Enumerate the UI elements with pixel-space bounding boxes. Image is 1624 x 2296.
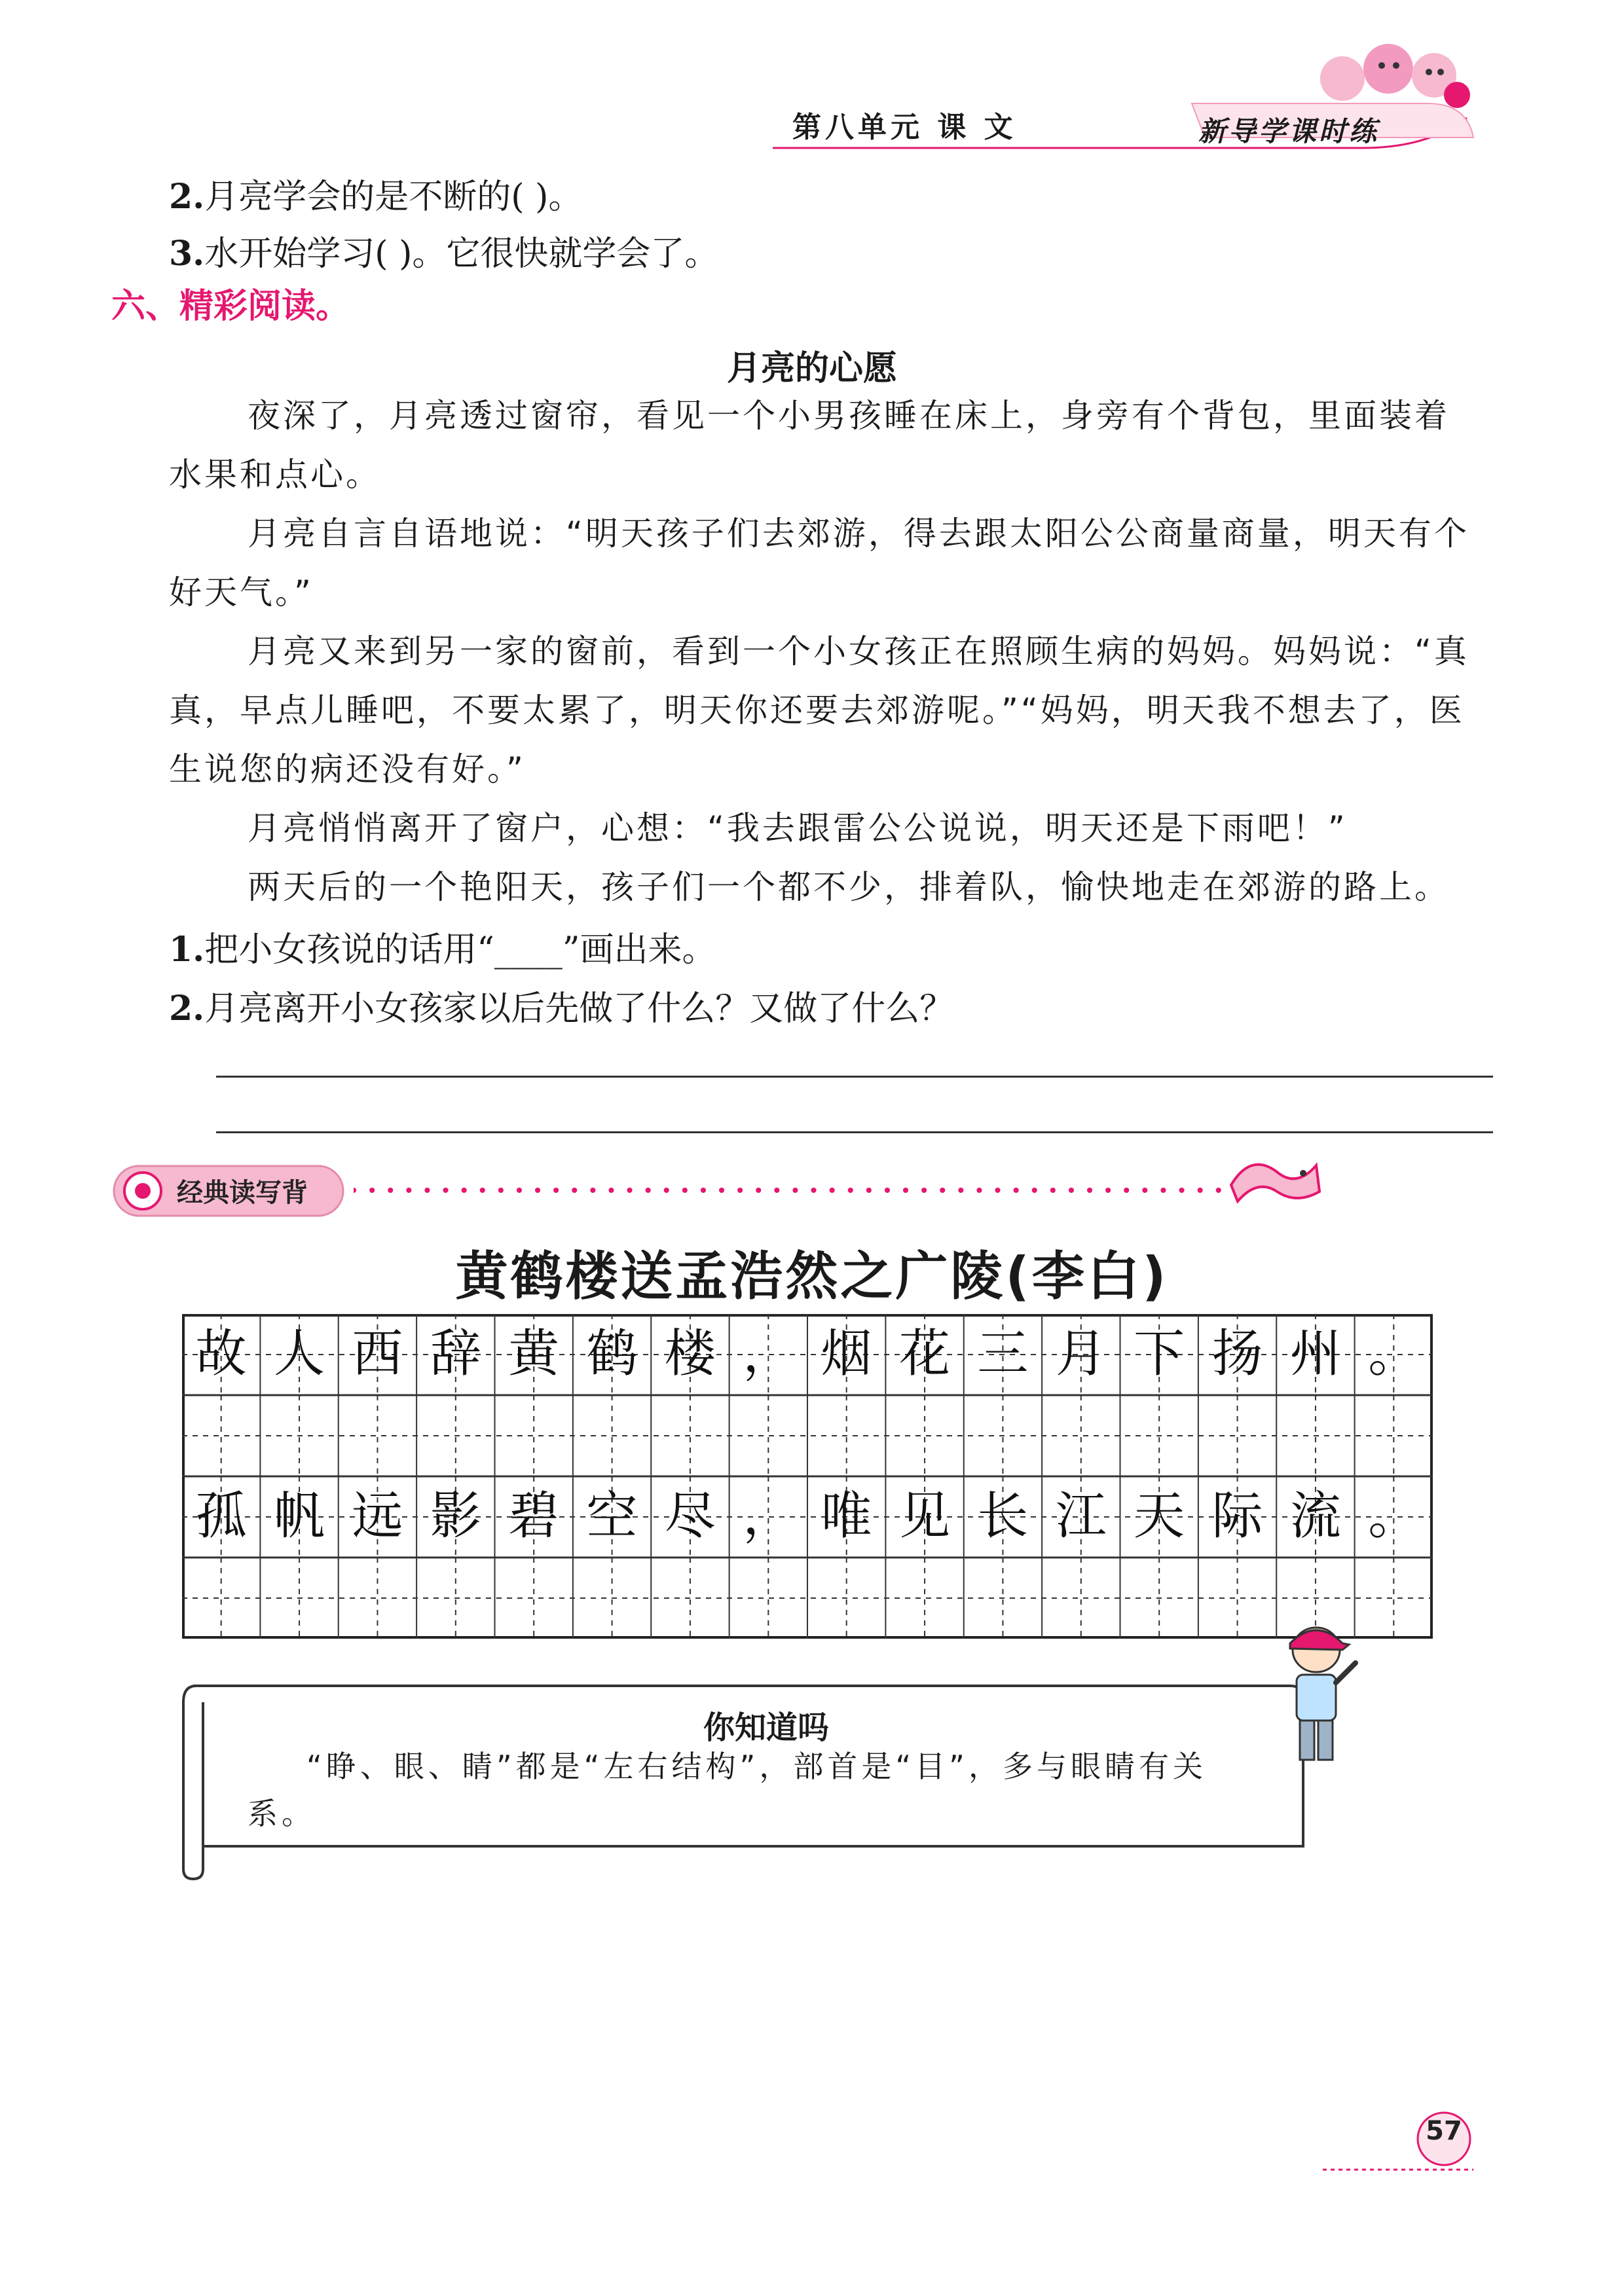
poem-character: 三 — [977, 1324, 1029, 1383]
poem-character: 花 — [899, 1324, 951, 1383]
question-number: 3. — [169, 234, 205, 274]
poem-character: 。 — [1368, 1486, 1420, 1546]
story-text — [169, 386, 1477, 917]
dotted-divider — [354, 1186, 1231, 1194]
poem-character: 际 — [1211, 1486, 1263, 1546]
poem-grid — [182, 1314, 1433, 1639]
boy-cartoon-icon — [1270, 1624, 1362, 1774]
poem-character: 扬 — [1211, 1324, 1263, 1383]
question-3-top — [169, 226, 718, 275]
story-question-1 — [169, 922, 716, 971]
poem-character: 月 — [1055, 1324, 1107, 1383]
poem-character: 西 — [352, 1324, 403, 1383]
answer-line[interactable] — [216, 1131, 1493, 1133]
poem-character: 远 — [352, 1486, 403, 1546]
poem-character: 唯 — [821, 1486, 872, 1546]
poem-character: 长 — [977, 1486, 1029, 1546]
story-paragraph: 两天后的一个艳阳天，孩子们一个都不少，排着队，愉快地走在郊游的路上。 — [248, 868, 1450, 906]
poem-character: 故 — [195, 1324, 247, 1383]
section-heading: 六、精彩阅读。 — [111, 286, 350, 326]
story-title: 月亮的心愿 — [726, 349, 897, 388]
poem-character: 人 — [274, 1324, 325, 1383]
dragon-decoration-icon — [1225, 1139, 1323, 1211]
question-text: 水开始学习( )。它很快就学会了。 — [204, 234, 719, 274]
page-number-line — [1323, 2167, 1473, 2172]
poem-title: 黄鹤楼送孟浩然之广陵(李白) — [455, 1246, 1169, 1307]
poem-character: ， — [743, 1324, 794, 1383]
did-you-know-title: 你知道吗 — [703, 1709, 829, 1746]
question-text: 月亮学会的是不断的( )。 — [204, 177, 583, 217]
question-text: 把小女孩说的话用“____”画出来。 — [204, 930, 716, 970]
question-number: 1. — [169, 930, 205, 970]
poem-character: 烟 — [821, 1324, 872, 1383]
answer-line[interactable] — [216, 1076, 1493, 1078]
page-number: 57 — [1426, 2116, 1462, 2146]
poem-character: ， — [743, 1486, 794, 1546]
poem-character: 楼 — [664, 1324, 716, 1383]
story-paragraph: 夜深了，月亮透过窗帘，看见一个小男孩睡在床上，身旁有个背包，里面装着水果和点心。 — [169, 397, 1450, 494]
poem-character: 下 — [1134, 1324, 1185, 1383]
poem-character: 黄 — [508, 1324, 560, 1383]
poem-character: 鹤 — [586, 1324, 638, 1383]
poem-character: 见 — [899, 1486, 951, 1546]
poem-character: 碧 — [508, 1486, 560, 1546]
question-2-top — [169, 169, 582, 218]
story-question-2 — [169, 981, 953, 1030]
poem-character: 尽 — [664, 1486, 716, 1546]
did-you-know-body: “睁、眼、睛”都是“左右结构”，部首是“目”，多与眼睛有关系。 — [248, 1749, 1207, 1831]
poem-character: 。 — [1368, 1324, 1420, 1383]
question-number: 2. — [169, 989, 205, 1029]
story-paragraph: 月亮又来到另一家的窗前，看到一个小女孩正在照顾生病的妈妈。妈妈说：“真真，早点儿睡吧，不要太累了，明天你还要去郊游呢。”“妈妈，明天我不想去了，医生说您的病还没有好。” — [169, 632, 1469, 788]
poem-character: 影 — [430, 1486, 481, 1546]
story-paragraph: 月亮悄悄离开了窗户，心想：“我去跟雷公公说说，明天还是下雨吧！” — [248, 809, 1348, 847]
poem-character: 帆 — [274, 1486, 325, 1546]
poem-character: 辞 — [430, 1324, 481, 1383]
flower-decoration-icon — [1310, 39, 1480, 111]
question-number: 2. — [169, 177, 205, 217]
poem-character: 空 — [586, 1486, 638, 1546]
classic-tag-label: 经典读写背 — [177, 1178, 308, 1208]
poem-character: 州 — [1289, 1324, 1341, 1383]
question-text: 月亮离开小女孩家以后先做了什么？又做了什么？ — [204, 989, 954, 1029]
poem-character: 流 — [1289, 1486, 1341, 1546]
poem-character: 江 — [1055, 1486, 1107, 1546]
story-paragraph: 月亮自言自语地说：“明天孩子们去郊游，得去跟太阳公公商量商量，明天有个好天气。” — [169, 515, 1469, 611]
poem-character: 孤 — [195, 1486, 247, 1546]
poem-character: 天 — [1134, 1486, 1185, 1546]
header-brand: 新导学课时练 — [1198, 115, 1380, 147]
header-unit: 第八单元 课 文 — [792, 111, 1017, 144]
